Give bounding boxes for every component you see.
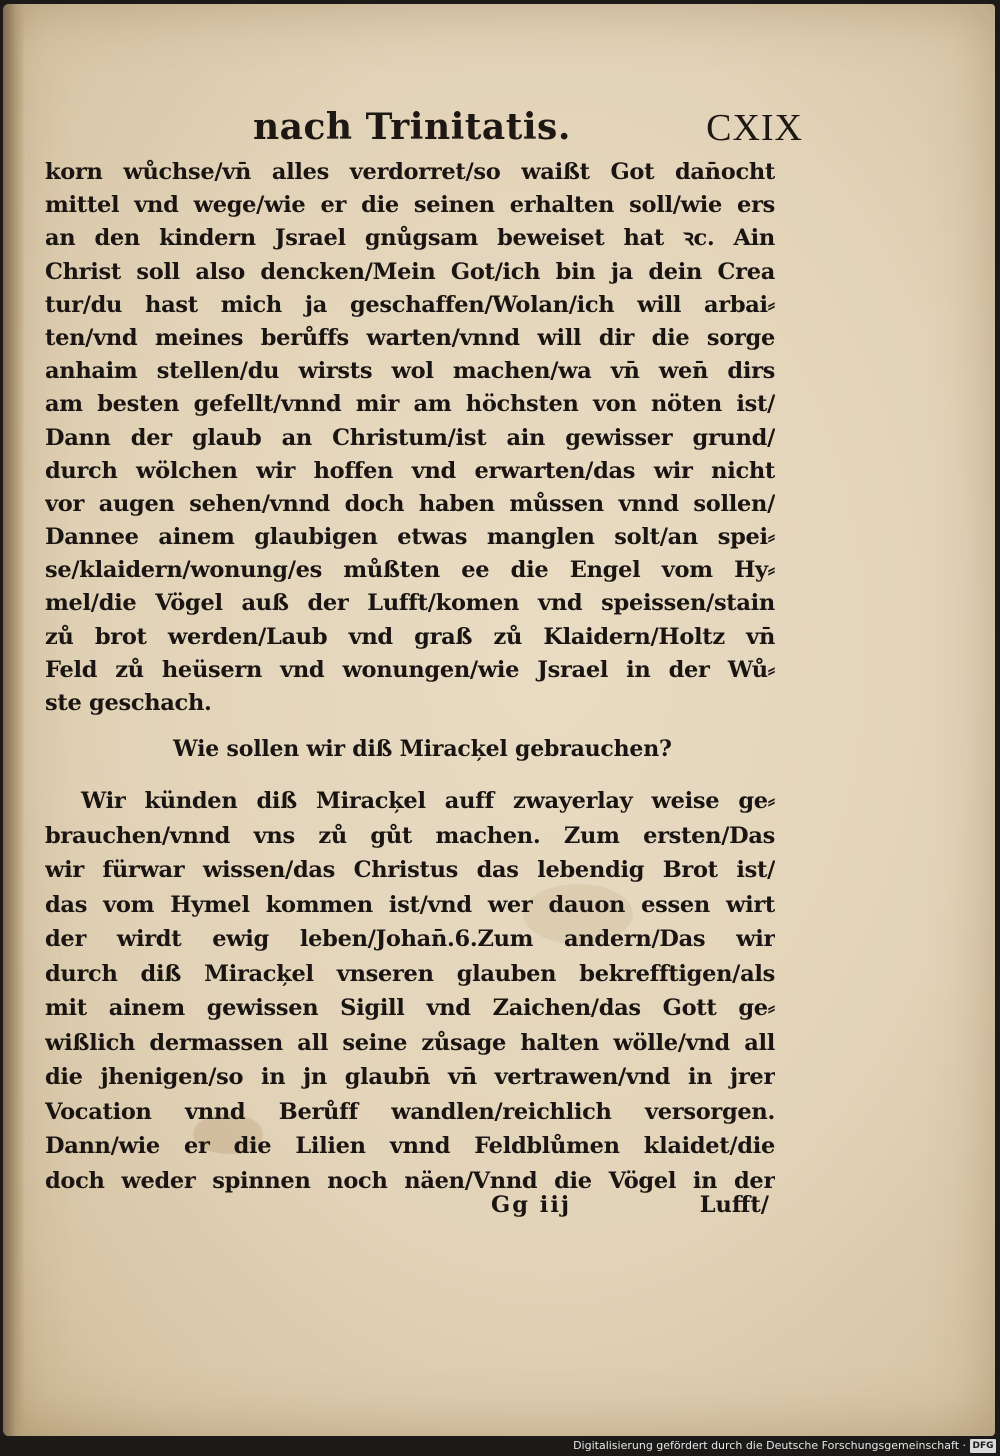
text-line: doch weder spinnen noch näen/Vnnd die Vögel in der <box>45 1167 775 1194</box>
text-line: Christ soll also dencken/Mein Got/ich bin ja dein Crea <box>45 258 775 285</box>
text-line: Vocation vnnd Berůff wandlen/reichlich versorgen. <box>45 1098 775 1125</box>
text-line: Feld zů heüsern vnd wonungen/wie Jsrael in der Wů⸗ <box>45 656 775 683</box>
text-line: wißlich dermassen all seine zůsage halten wölle/vnd all <box>45 1029 775 1056</box>
dfg-logo-icon: DFG <box>970 1439 996 1453</box>
text-line: korn wůchse/vn̄ alles verdorret/so waißt Got dan̄ocht <box>45 159 775 185</box>
text-line: der wirdt ewig leben/Johan̄.6.Zum andern/Das wir <box>45 926 775 952</box>
funding-credit: Digitalisierung gefördert durch die Deutsche Forschungsgemeinschaft · <box>573 1439 966 1452</box>
text-line: durch wölchen wir hoffen vnd erwarten/das wir nicht <box>45 457 775 484</box>
text-line: die jhenigen/so in jn glaubn̄ vn̄ vertrawen/vnd in jrer <box>45 1064 775 1090</box>
text-line: Wir künden diß Miracķel auff zwayerlay weise ge⸗ <box>81 788 775 814</box>
digitization-footer <box>0 1437 1000 1456</box>
text-line: mittel vnd wege/wie er die seinen erhalten soll/wie ers <box>45 192 775 219</box>
text-line: das vom Hymel kommen ist/vnd wer dauon essen wirt <box>45 891 775 918</box>
paragraph-2 <box>45 784 775 1198</box>
text-line: vor augen sehen/vnnd doch haben můssen vnnd sollen/ <box>45 490 775 517</box>
text-line: tur/du hast mich ja geschaffen/Wolan/ich will arbai⸗ <box>45 291 775 318</box>
text-line: mit ainem gewissen Sigill vnd Zaichen/das Gott ge⸗ <box>45 995 775 1021</box>
folio-number: CXIX <box>706 107 803 149</box>
text-line: zů brot werden/Laub vnd graß zů Klaidern/Holtz vn̄ <box>45 623 775 650</box>
text-line: Dann der glaub an Christum/ist ain gewisser grund/ <box>45 424 775 451</box>
text-line: se/klaidern/wonung/es můßten ee die Engel vom Hy⸗ <box>45 557 775 584</box>
text-line: wir fürwar wissen/das Christus das lebendig Brot ist/ <box>45 857 775 883</box>
paragraph-1 <box>45 156 775 720</box>
signature-mark: Gg iij <box>491 1192 572 1218</box>
text-line: am besten gefellt/vnnd mir am höchsten von nöten ist/ <box>45 391 775 418</box>
book-page <box>3 4 995 1436</box>
running-title: nach Trinitatis. <box>253 106 571 148</box>
text-line: mel/die Vögel auß der Lufft/komen vnd speissen/stain <box>45 590 775 617</box>
page-footer-marks <box>3 1192 783 1226</box>
text-line: ste geschach. <box>45 690 212 716</box>
text-line: ten/vnd meines berůffs warten/vnnd will dir die sorge <box>45 324 775 351</box>
text-line: Dann/wie er die Lilien vnnd Feldblůmen klaidet/die <box>45 1133 775 1159</box>
text-line: anhaim stellen/du wirsts wol machen/wa vn̄ wen̄ dirs <box>45 358 775 385</box>
text-line: brauchen/vnnd vns zů gůt machen. Zum ersten/Das <box>45 822 775 849</box>
text-line: an den kindern Jsrael gnůgsam beweiset hat ꝛc. Ain <box>45 225 775 252</box>
text-line: Dannee ainem glaubigen etwas manglen solt/an spei⸗ <box>45 524 775 551</box>
section-heading: Wie sollen wir diß Miracķel gebrauchen? <box>173 736 672 762</box>
catchword: Lufft/ <box>699 1192 769 1218</box>
text-line: durch diß Miracķel vnseren glauben bekrefftigen/als <box>45 960 775 987</box>
page-header <box>43 106 803 156</box>
